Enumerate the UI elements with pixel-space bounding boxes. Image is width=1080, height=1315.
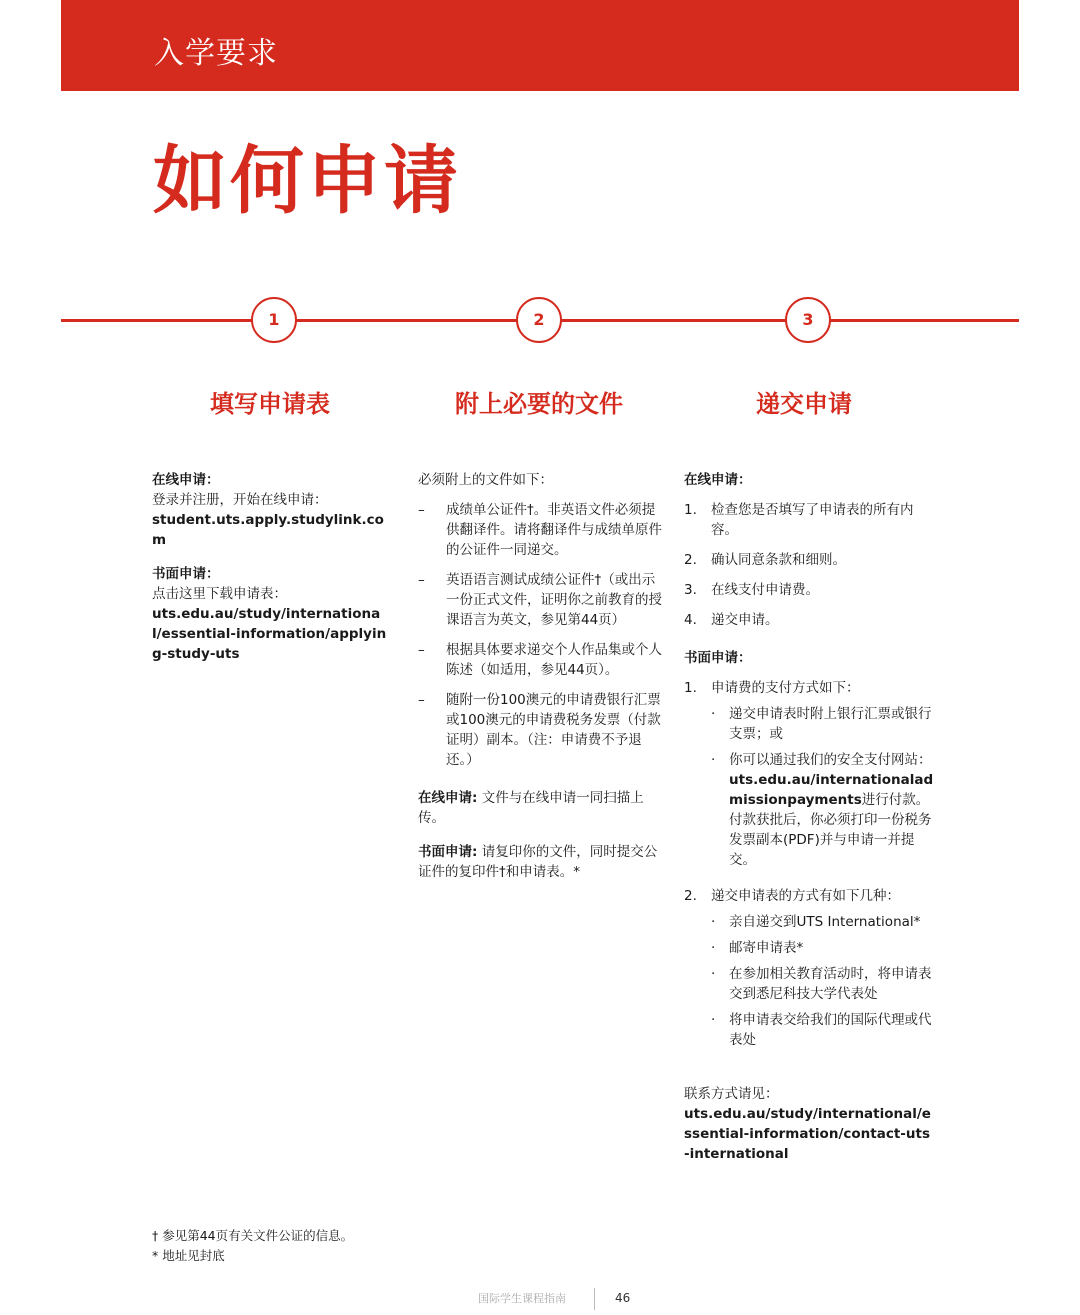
list-item: – 根据具体要求递交个人作品集或个人陈述（如适用，参见44页）。: [418, 642, 662, 678]
list-item: – 随附一份100澳元的申请费银行汇票或100澳元的申请费税务发票（付款证明）副本。（注：申请费不予退还。）: [418, 692, 661, 768]
online-submit-heading: 在线申请：: [684, 472, 752, 488]
bullet-marker: ·: [711, 914, 716, 930]
section-title: 入学要求: [154, 36, 278, 71]
footnotes: [152, 1226, 353, 1266]
list-item: 1. 检查您是否填写了申请表的所有内容。: [684, 502, 914, 538]
studylink-url[interactable]: student.uts.apply.studylink.com: [152, 512, 384, 548]
page-footer: [0, 1290, 1080, 1310]
step-1-title: 填写申请表: [210, 390, 330, 418]
bullet-marker: ·: [711, 940, 716, 956]
list-item: – 英语语言测试成绩公证件†（或出示一份正式文件，证明你之前教育的授课语言为英文，参见第44页）: [418, 572, 662, 628]
step-1-circle: 1: [251, 297, 297, 343]
list-item: – 成绩单公证件†。非英语文件必须提供翻译件。请将翻译件与成绩单原件的公证件一同递交。: [418, 502, 662, 558]
payments-url[interactable]: uts.edu.au/internationaladmissionpayments: [729, 772, 934, 808]
list-item: · 递交申请表时附上银行汇票或银行支票；或: [711, 706, 932, 742]
step-3-title: 递交申请: [756, 390, 852, 418]
page-title: 如何申请: [153, 138, 461, 224]
footnote-asterisk: * 地址见封底: [152, 1248, 225, 1263]
online-apply-text: 登录并注册，开始在线申请：: [152, 492, 328, 508]
dash-marker: –: [418, 692, 425, 708]
paper-submit-heading: 书面申请：: [684, 650, 752, 666]
list-item: · 邮寄申请表*: [711, 940, 804, 956]
documents-intro: 必须附上的文件如下：: [418, 472, 553, 488]
list-item: · 亲自递交到UTS International*: [711, 914, 921, 930]
applying-study-url[interactable]: uts.edu.au/study/international/essential-information/applying-study-uts: [152, 606, 387, 662]
online-upload-note: 在线申请: 文件与在线申请一同扫描上传。: [418, 790, 644, 826]
bullet-marker: ·: [711, 1012, 716, 1028]
step-3-circle: 3: [785, 297, 831, 343]
list-item: 2. 递交申请表的方式有如下几种： · 亲自递交到UTS International* · 邮寄申请表* · 在参加相关教育活动时，将申请表交到悉尼科技大学代表处 · 将申请表交给我们的国际代理或代表处: [684, 886, 934, 1050]
footer-guide-title: 国际学生课程指南: [478, 1292, 566, 1305]
paper-copy-note: 书面申请: 请复印你的文件，同时提交公证件的复印件†和申请表。*: [418, 844, 658, 880]
paper-apply-heading: 书面申请：: [152, 566, 220, 582]
dash-marker: –: [418, 502, 425, 518]
column-documents: [418, 470, 663, 882]
step-2-circle: 2: [516, 297, 562, 343]
online-apply-heading: 在线申请：: [152, 472, 220, 488]
dash-marker: –: [418, 572, 425, 588]
list-item: 3. 在线支付申请费。: [684, 582, 819, 598]
list-item: 2. 确认同意条款和细则。: [684, 552, 846, 568]
list-item: 1. 申请费的支付方式如下： · 递交申请表时附上银行汇票或银行支票；或 · 你可以通过我们的安全支付网站：uts.edu.au/internationaladmissionpayments进行付款。付款获批后，你必须打印一份税务发票副本(PDF)并与申请一并提交。: [684, 680, 934, 868]
column-fill-form: [152, 470, 387, 664]
payment-method-list: [711, 704, 934, 870]
list-item: · 在参加相关教育活动时，将申请表交到悉尼科技大学代表处: [711, 966, 932, 1002]
list-item: · 你可以通过我们的安全支付网站：uts.edu.au/internationaladmissionpayments进行付款。付款获批后，你必须打印一份税务发票副本(PDF)并与申请一并提交。: [711, 752, 934, 868]
header-bar: [61, 0, 1019, 91]
step-2-title: 附上必要的文件: [455, 390, 623, 418]
column-submit: [684, 470, 934, 1164]
dash-marker: –: [418, 642, 425, 658]
contact-text: 联系方式请见：: [684, 1086, 779, 1102]
footer-divider: [594, 1288, 595, 1310]
list-item: 4. 递交申请。: [684, 612, 779, 628]
list-item: · 将申请表交给我们的国际代理或代表处: [711, 1012, 932, 1048]
contact-url[interactable]: uts.edu.au/study/international/essential-information/contact-uts-international: [684, 1106, 931, 1162]
bullet-marker: ·: [711, 752, 716, 768]
bullet-marker: ·: [711, 966, 716, 982]
submit-method-list: [711, 912, 934, 1050]
paper-apply-text: 点击这里下载申请表：: [152, 586, 287, 602]
page-number: 46: [615, 1291, 631, 1305]
footnote-dagger: † 参见第44页有关文件公证的信息。: [152, 1228, 354, 1243]
bullet-marker: ·: [711, 706, 716, 722]
